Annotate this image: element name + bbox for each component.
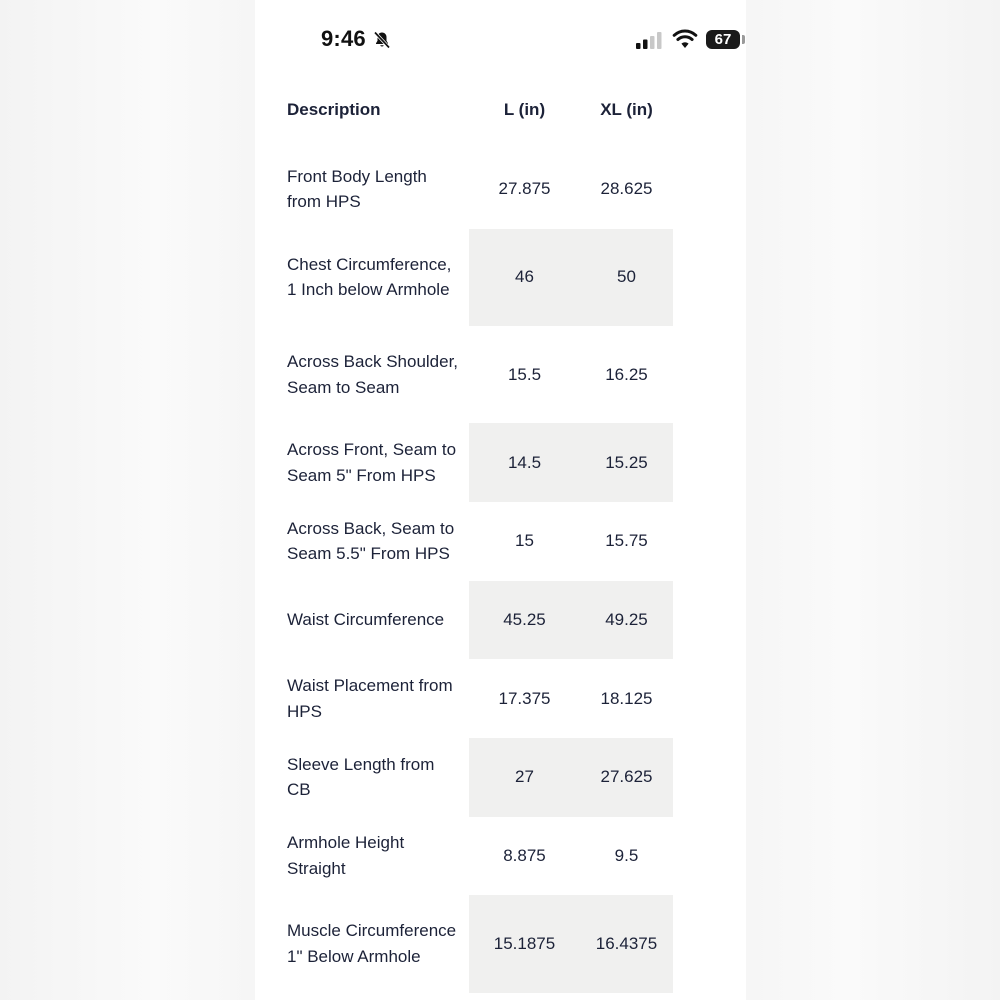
row-description: Chest Circumference, 1 Inch below Armhole bbox=[287, 254, 452, 300]
table-row bbox=[287, 895, 673, 992]
row-description: Muscle Circumference 1" Below Armhole bbox=[287, 921, 457, 967]
row-description: Armhole Height Straight bbox=[287, 833, 405, 879]
row-value-xl: 16.4375 bbox=[580, 895, 673, 992]
row-value-xl: 16.25 bbox=[605, 364, 648, 384]
battery-nub bbox=[742, 35, 745, 44]
row-value-xl: 49.25 bbox=[580, 581, 673, 660]
row-value-xl: 15.75 bbox=[605, 531, 648, 551]
row-description: Across Back Shoulder, Seam to Seam bbox=[287, 352, 459, 397]
table-row bbox=[287, 659, 673, 738]
row-value-l: 15.5 bbox=[507, 364, 542, 384]
header-size-xl: XL (in) bbox=[600, 100, 653, 119]
row-value-l: 46 bbox=[469, 229, 580, 326]
battery-level: 67 bbox=[714, 31, 732, 48]
row-value-l: 45.25 bbox=[469, 581, 580, 660]
background-left bbox=[0, 0, 255, 1000]
row-value-l: 27 bbox=[469, 738, 580, 817]
row-description: Sleeve Length from CB bbox=[287, 754, 435, 800]
table-row bbox=[287, 229, 673, 326]
row-description: Front Body Length from HPS bbox=[287, 166, 427, 212]
table-row bbox=[287, 581, 673, 660]
row-description: Waist Circumference bbox=[287, 610, 445, 630]
row-description: Across Front, Seam to Seam 5" From HPS bbox=[287, 440, 457, 485]
table-row bbox=[287, 326, 673, 423]
row-value-xl: 27.625 bbox=[580, 738, 673, 817]
row-value-l: 14.5 bbox=[469, 423, 580, 502]
row-value-l: 27.875 bbox=[498, 179, 551, 199]
wifi-icon bbox=[672, 29, 698, 49]
row-value-xl: 28.625 bbox=[600, 179, 653, 199]
battery-icon bbox=[706, 30, 740, 49]
bell-slash-icon bbox=[372, 30, 392, 50]
table-row bbox=[287, 738, 673, 817]
row-value-xl: 15.25 bbox=[580, 423, 673, 502]
row-value-l: 17.375 bbox=[498, 688, 551, 708]
row-value-xl: 50 bbox=[580, 229, 673, 326]
cellular-signal-icon bbox=[635, 31, 663, 49]
header-description: Description bbox=[287, 100, 381, 119]
row-value-xl: 18.125 bbox=[600, 688, 653, 708]
table-row bbox=[287, 150, 673, 229]
status-bar bbox=[255, 0, 746, 80]
row-value-l: 8.875 bbox=[503, 846, 546, 866]
status-time: 9:46 bbox=[321, 26, 366, 51]
background-right bbox=[746, 0, 1000, 1000]
table-header-row bbox=[287, 70, 673, 150]
phone-screen bbox=[255, 0, 746, 1000]
row-value-xl: 9.5 bbox=[614, 846, 639, 866]
size-chart-table bbox=[287, 70, 673, 993]
table-row bbox=[287, 502, 673, 581]
row-value-l: 15 bbox=[515, 531, 534, 551]
row-description: Waist Placement from HPS bbox=[287, 676, 453, 721]
row-description: Across Back, Seam to Seam 5.5" From HPS bbox=[287, 518, 455, 564]
table-row bbox=[287, 817, 673, 896]
header-size-l: L (in) bbox=[503, 100, 546, 119]
table-row bbox=[287, 423, 673, 502]
row-value-l: 15.1875 bbox=[469, 895, 580, 992]
